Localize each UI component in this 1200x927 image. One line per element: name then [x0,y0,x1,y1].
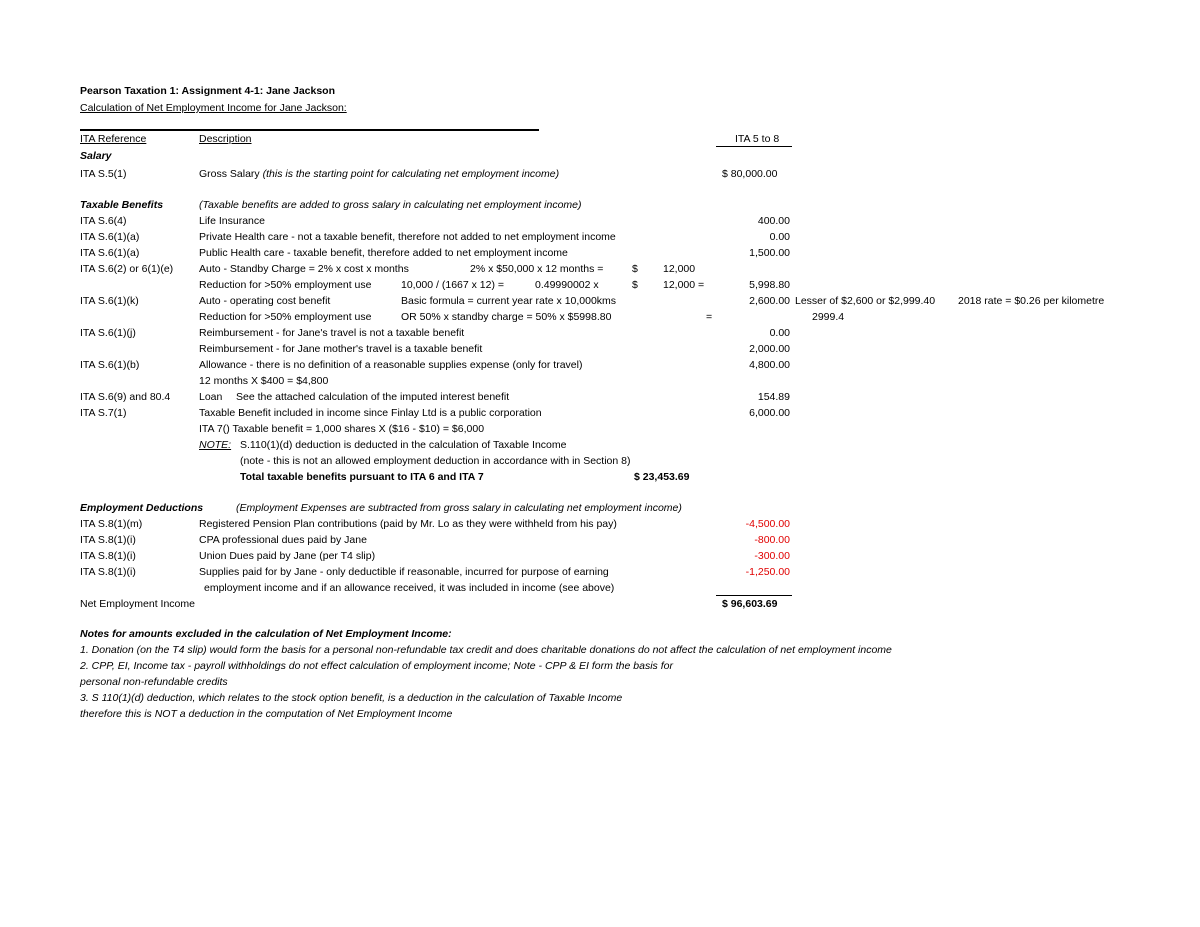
deduction-desc: employment income and if an allowance received, it was included in income (see above) [204,582,615,594]
row-desc: ITA 7() Taxable benefit = 1,000 shares X ($16 - $10) = $6,000 [199,423,485,435]
row-desc: See the attached calculation of the imputed interest benefit [236,391,510,403]
row-calc: OR 50% x standby charge = 50% x $5998.80 [401,311,612,323]
row-desc: Private Health care - not a taxable benefit, therefore not added to net employment income [199,231,616,243]
row-desc: (note - this is not an allowed employment deduction in accordance with in Section 8) [240,455,631,467]
row-calc: Basic formula = current year rate x 10,000kms [401,295,617,307]
deduction-amount: -1,250.00 [745,566,790,578]
section-taxable-benefits: Taxable Benefits [80,199,164,211]
amount-header-underline [716,146,792,147]
note-item: 3. S 110(1)(d) deduction, which relates to the stock option benefit, is a deduction in the calculation of Taxable Income [80,692,623,704]
row-note: 2018 rate = $0.26 per kilometre [958,295,1105,307]
row-desc: Reduction for >50% employment use [199,279,372,291]
page-subtitle: Calculation of Net Employment Income for Jane Jackson: [80,102,347,114]
row-calc-equals: = [706,311,713,323]
net-income-label: Net Employment Income [80,598,195,610]
deduction-ref: ITA S.8(1)(i) [80,550,136,562]
row-amount: 0.00 [769,327,790,339]
header-amount: ITA 5 to 8 [735,133,780,145]
row-amount: 2,000.00 [749,343,790,355]
row-amount: 400.00 [757,215,790,227]
row-note: Lesser of $2,600 or $2,999.40 [795,295,936,307]
row-calc-dollar: $ [632,279,638,291]
total-benefits-amount: $ 23,453.69 [634,471,690,483]
deduction-amount: -800.00 [754,534,790,546]
notes-title: Notes for amounts excluded in the calculation of Net Employment Income: [80,628,452,640]
row-amount: 2,600.00 [749,295,790,307]
row-calc: 2% x $50,000 x 12 months = [470,263,604,275]
note-item: personal non-refundable credits [80,676,228,688]
row-desc: Auto - operating cost benefit [199,295,331,307]
row-ref: ITA S.6(1)(a) [80,247,140,259]
row-desc: Taxable Benefit included in income since Finlay Ltd is a public corporation [199,407,542,419]
page-title: Pearson Taxation 1: Assignment 4-1: Jane Jackson [80,85,336,97]
note-item: 1. Donation (on the T4 slip) would form the basis for a personal non-refundable tax credit and does charitable donations do not affect the calculation of net employment income [80,644,892,656]
row-calc-value: 12,000 [663,263,696,275]
row-desc: S.110(1)(d) deduction is deducted in the calculation of Taxable Income [240,439,567,451]
deduction-desc: Supplies paid for by Jane - only deductible if reasonable, incurred for purpose of earning [199,566,609,578]
row-amount: 4,800.00 [749,359,790,371]
deduction-amount: -4,500.00 [745,518,790,530]
salary-ref: ITA S.5(1) [80,168,127,180]
row-amount: 6,000.00 [749,407,790,419]
row-ref: ITA S.7(1) [80,407,127,419]
row-calc: 10,000 / (1667 x 12) = [401,279,505,291]
deduction-desc: CPA professional dues paid by Jane [199,534,367,546]
row-calc: 0.49990002 x [535,279,599,291]
note-item: 2. CPP, EI, Income tax - payroll withholdings do not effect calculation of employment income; Note - CPP & EI form the basis for [80,660,673,672]
row-calc-value: 2999.4 [812,311,845,323]
row-ref: ITA S.6(1)(k) [80,295,139,307]
row-ref: ITA S.6(1)(b) [80,359,140,371]
benefits-note: (Taxable benefits are added to gross salary in calculating net employment income) [199,199,582,211]
row-desc: Loan [199,391,223,403]
row-desc: Allowance - there is no definition of a reasonable supplies expense (only for travel) [199,359,583,371]
deduction-desc: Union Dues paid by Jane (per T4 slip) [199,550,376,562]
deduction-ref: ITA S.8(1)(i) [80,566,136,578]
header-divider [80,129,539,131]
note-item: therefore this is NOT a deduction in the computation of Net Employment Income [80,708,453,720]
row-ref: ITA S.6(1)(j) [80,327,136,339]
row-calc-value: 12,000 = [663,279,705,291]
row-amount: 5,998.80 [749,279,790,291]
row-desc: 12 months X $400 = $4,800 [199,375,329,387]
header-description: Description [199,133,252,145]
row-desc: Life Insurance [199,215,265,227]
row-amount: 0.00 [769,231,790,243]
net-income-amount: $ 96,603.69 [722,598,778,610]
deduction-amount: -300.00 [754,550,790,562]
net-income-rule [716,595,792,596]
row-ref: ITA S.6(9) and 80.4 [80,391,171,403]
deduction-ref: ITA S.8(1)(i) [80,534,136,546]
row-calc-dollar: $ [632,263,638,275]
deduction-desc: Registered Pension Plan contributions (paid by Mr. Lo as they were withheld from his pay) [199,518,617,530]
salary-desc: Gross Salary (this is the starting point for calculating net employment income) [199,168,560,180]
note-label: NOTE: [199,439,232,451]
section-employment-deductions: Employment Deductions [80,502,204,514]
row-amount: 1,500.00 [749,247,790,259]
row-desc: Reimbursement - for Jane's travel is not a taxable benefit [199,327,465,339]
header-ita-reference: ITA Reference [80,133,147,145]
row-desc: Auto - Standby Charge = 2% x cost x months [199,263,409,275]
row-desc: Public Health care - taxable benefit, therefore added to net employment income [199,247,568,259]
row-ref: ITA S.6(2) or 6(1)(e) [80,263,174,275]
row-ref: ITA S.6(4) [80,215,127,227]
row-ref: ITA S.6(1)(a) [80,231,140,243]
row-amount: 154.89 [757,391,790,403]
deductions-note: (Employment Expenses are subtracted from gross salary in calculating net employment income) [236,502,682,514]
total-benefits-label: Total taxable benefits pursuant to ITA 6 and ITA 7 [240,471,484,483]
row-desc: Reimbursement - for Jane mother's travel is a taxable benefit [199,343,483,355]
section-salary: Salary [80,150,112,162]
row-desc: Reduction for >50% employment use [199,311,372,323]
deduction-ref: ITA S.8(1)(m) [80,518,143,530]
salary-amount: $ 80,000.00 [722,168,778,180]
